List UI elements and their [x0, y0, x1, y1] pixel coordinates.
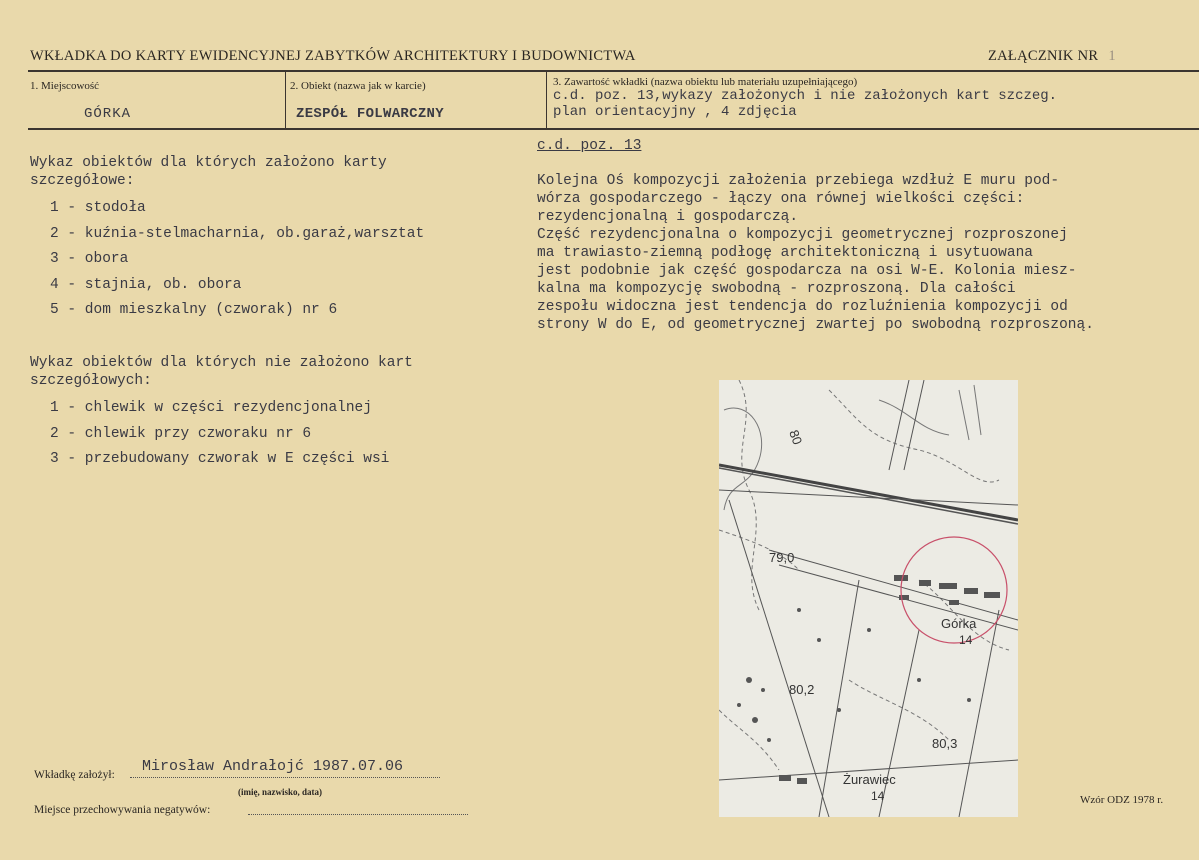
list-heading-line: Wykaz obiektów dla których nie założono kart: [30, 355, 413, 371]
list-heading-line: szczegółowe:: [30, 173, 135, 189]
map-label-village: Górka: [941, 616, 977, 631]
field-object-value: ZESPÓŁ FOLWARCZNY: [296, 106, 444, 122]
field-divider-2: [546, 72, 547, 128]
text-line: Kolejna Oś kompozycji założenia przebiega wzdłuż E muru pod-: [537, 173, 1060, 189]
list-item: 3 - przebudowany czworak w E części wsi: [50, 451, 390, 467]
header-top-rule: [28, 70, 1199, 72]
field-location-value: GÓRKA: [84, 106, 132, 122]
list-item: 5 - dom mieszkalny (czworak) nr 6: [50, 302, 338, 318]
continuation-heading: c.d. poz. 13: [537, 138, 642, 154]
field-object-label: 2. Obiekt (nazwa jak w karcie): [290, 80, 426, 92]
negatives-location-label: Miejsce przechowywania negatywów:: [34, 804, 211, 816]
list-item: 4 - stajnia, ob. obora: [50, 276, 242, 293]
list-with-cards: [30, 154, 500, 324]
field-location-label: 1. Miejscowość: [30, 80, 100, 92]
continuation-text: [537, 172, 1197, 334]
field-contents-line-2: plan orientacyjny , 4 zdjęcia: [553, 104, 797, 120]
text-line: kalna ma kompozycję swobodną - rozproszoną. Dla całości: [537, 281, 1016, 297]
map-label-village-2-number: 14: [871, 789, 885, 803]
list-without-cards: [30, 354, 500, 473]
form-pattern-label: Wzór ODZ 1978 r.: [1080, 794, 1164, 806]
negatives-location-line: [248, 814, 468, 815]
filled-by-label: Wkładkę założył:: [34, 769, 115, 781]
text-line: jest podobnie jak część gospodarcza na osi W-E. Kolonia miesz-: [537, 263, 1077, 279]
list-item: 1 - chlewik w części rezydencjonalnej: [50, 400, 372, 416]
map-label-elevation: 79,0: [769, 550, 795, 565]
orientation-map: [719, 380, 1018, 817]
map-label-elevation: 80,2: [789, 682, 815, 697]
field-contents-line-1: c.d. poz. 13,wykazy założonych i nie założonych kart szczeg.: [553, 88, 1058, 104]
list-with-cards-heading: [30, 154, 500, 190]
list-item: 1 - stodoła: [50, 200, 146, 216]
header-bottom-rule: [28, 128, 1199, 130]
list-item: 2 - chlewik przy czworaku nr 6: [50, 425, 312, 442]
text-line: rezydencjonalną i gospodarczą.: [537, 209, 799, 225]
text-line: strony W do E, od geometrycznej zwartej po swobodną rozproszoną.: [537, 317, 1094, 333]
filled-by-line: [130, 777, 440, 778]
filled-by-hint: (imię, nazwisko, data): [238, 787, 322, 797]
text-line: wórza gospodarczego - łączy ona równej wielkości części:: [537, 191, 1025, 207]
annex-number: 1: [1108, 48, 1116, 64]
map-label-contour: 80: [786, 427, 806, 447]
filled-by-value: Mirosław Andrałojć 1987.07.06: [142, 758, 404, 775]
field-contents-label: 3. Zawartość wkładki (nazwa obiektu lub materiału uzupełniającego): [553, 76, 858, 88]
text-line: Część rezydencjonalna o kompozycji geometrycznej rozproszonej: [537, 227, 1068, 243]
list-heading-line: Wykaz obiektów dla których założono karty: [30, 155, 387, 171]
text-line: zespołu widoczna jest tendencja do rozluźnienia kompozycji od: [537, 299, 1068, 315]
list-without-cards-heading: [30, 354, 500, 390]
text-line: ma trawiasto-ziemną podłogę architektoniczną i usytuowana: [537, 245, 1033, 261]
list-heading-line: szczegółowych:: [30, 373, 152, 389]
field-divider-1: [285, 72, 286, 128]
map-label-elevation: 80,3: [932, 736, 958, 751]
map-label-village-2: Żurawiec: [843, 772, 896, 787]
map-label-village-number: 14: [959, 633, 973, 647]
map-drawing: [719, 380, 1018, 817]
list-item: 3 - obora: [50, 251, 129, 267]
annex-label: [988, 48, 1116, 65]
document-title: WKŁADKA DO KARTY EWIDENCYJNEJ ZABYTKÓW ARCHITEKTURY I BUDOWNICTWA: [30, 48, 636, 64]
list-item: 2 - kuźnia-stelmacharnia, ob.garaż,warsztat: [50, 225, 425, 242]
annex-label-text: ZAŁĄCZNIK NR: [988, 48, 1099, 64]
